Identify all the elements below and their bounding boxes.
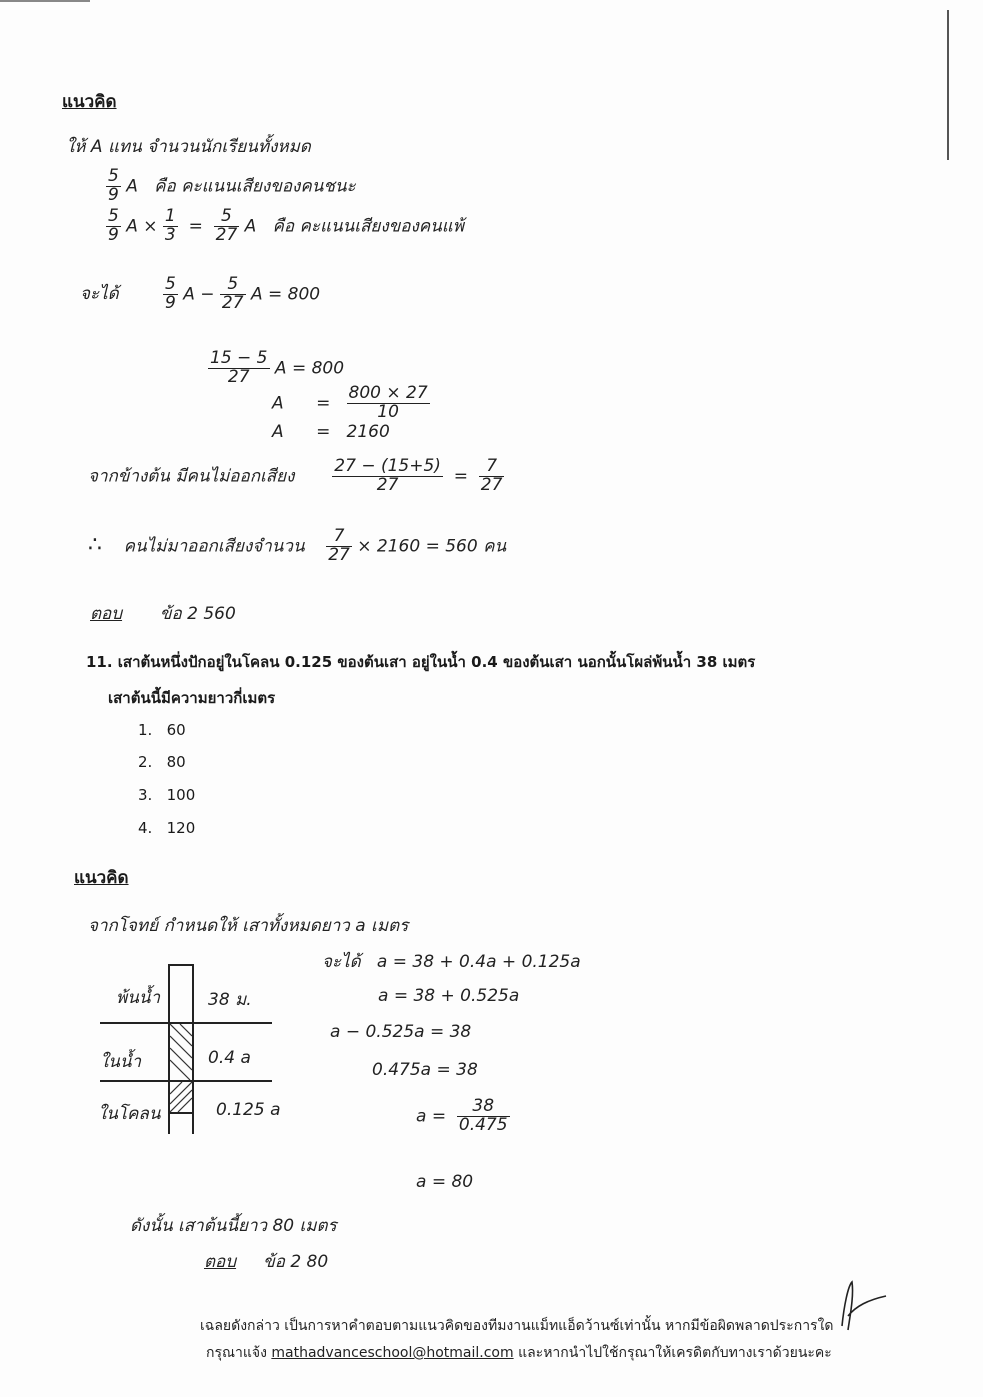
equation-1	[163, 276, 320, 313]
answer-value: ข้อ 2 560	[159, 604, 236, 624]
choice-number: 3.	[138, 786, 153, 804]
value-above-water: 38 ม.	[208, 990, 252, 1010]
therefore-symbol: ∴	[88, 532, 102, 558]
answer-2	[204, 1248, 328, 1275]
fraction: $\frac{800 \times 27}{10}$	[348, 383, 428, 422]
fraction: $\frac{5}{9}$	[108, 206, 119, 245]
choice-value: 80	[166, 753, 186, 771]
variable: A	[126, 176, 138, 197]
mud-hatch	[170, 1082, 192, 1112]
conclusion-text: คนไม่มาออกเสียงจำนวน	[123, 536, 305, 557]
fraction: $\frac{7}{27}$	[328, 526, 350, 565]
fraction: $\frac{15 - 5}{27}$	[210, 348, 268, 387]
step-6: a = 80	[416, 1172, 474, 1192]
answer-value: ข้อ 2 80	[263, 1252, 329, 1272]
question-11-line1: 11. เสาต้นหนึ่งปักอยู่ในโคลน 0.125 ของต้นเสา อยู่ในน้ำ 0.4 ของต้นเสา นอกนั้นโผล่พ้นน้ำ 38 เมตร	[86, 653, 756, 671]
lhs: A	[272, 422, 284, 442]
winner-line	[106, 168, 356, 205]
signature-mark	[834, 1276, 890, 1336]
equation-2	[208, 350, 344, 387]
footer-line1: เฉลยดังกล่าว เป็นการหาคำตอบตามแนวคิดของทีมงานแม็ทแอ็ดว้านซ์เท่านั้น หากมีข้อผิดพลาดประการใด	[200, 1318, 834, 1334]
choice-number: 2.	[138, 753, 153, 771]
get-label: จะได้	[80, 284, 119, 304]
fraction: $\frac{1}{3}$	[164, 206, 176, 245]
choice-2	[138, 753, 186, 771]
let-statement: ให้ A แทน จำนวนนักเรียนทั้งหมด	[66, 137, 311, 157]
email-link[interactable]: mathadvanceschool@hotmail.com	[271, 1345, 514, 1361]
get-label: จะได้	[322, 952, 361, 972]
fraction: $\frac{38}{0.475}$	[458, 1096, 508, 1135]
fraction: $\frac{5}{27}$	[221, 274, 244, 313]
footer-prefix: กรุณาแจ้ง	[206, 1345, 272, 1361]
conclusion-2: ดังนั้น เสาต้นนี้ยาว 80 เมตร	[130, 1216, 337, 1236]
pole-right-edge	[192, 964, 194, 1134]
abstain-line	[88, 458, 504, 495]
fraction: $\frac{5}{9}$	[165, 274, 176, 313]
step-2: a = 38 + 0.525a	[378, 986, 520, 1006]
loser-line	[106, 208, 464, 245]
multiply-text: A ×	[126, 216, 158, 237]
fraction: $\frac{5}{27}$	[215, 206, 238, 245]
answer-label: ตอบ	[90, 604, 123, 624]
step-5	[416, 1098, 510, 1135]
step-4: 0.475a = 38	[372, 1060, 478, 1080]
winner-text: คือ คะแนนเสียงของคนชนะ	[154, 176, 356, 197]
scan-edge-line	[947, 10, 949, 160]
question-11-line2: เสาต้นนี้มีความยาวกี่เมตร	[108, 689, 276, 707]
lhs: A	[272, 393, 284, 414]
choice-4	[138, 819, 195, 837]
fraction: $\frac{27 - (15+5)}{27}$	[334, 456, 441, 495]
label-in-mud: ในโคลน	[98, 1104, 161, 1124]
choice-number: 1.	[138, 721, 153, 739]
equals: =	[316, 422, 331, 442]
value-in-water: 0.4 a	[208, 1048, 251, 1068]
choice-value: 100	[166, 786, 196, 804]
abstain-text: จากข้างต้น มีคนไม่ออกเสียง	[88, 466, 295, 487]
choice-value: 120	[166, 819, 196, 837]
rhs: A = 800	[274, 358, 345, 379]
section2-heading: แนวคิด	[74, 868, 129, 888]
conclusion-result: × 2160 = 560 คน	[357, 536, 507, 557]
label-in-water: ในน้ำ	[100, 1052, 142, 1072]
operator: A −	[183, 284, 215, 305]
intro-line: จากโจทย์ กำหนดให้ เสาทั้งหมดยาว a เมตร	[88, 916, 409, 936]
answer-label: ตอบ	[204, 1252, 237, 1272]
equals: =	[188, 216, 203, 237]
fraction: $\frac{5}{9}$	[108, 166, 119, 205]
conclusion-line	[88, 528, 506, 565]
step-equation: a = 38 + 0.4a + 0.125a	[376, 952, 581, 972]
fraction: $\frac{7}{27}$	[480, 456, 503, 495]
footer-suffix: และหากนำไปใช้กรุณาให้เครดิตกับทางเราด้วยนะคะ	[513, 1345, 832, 1361]
label-above-water: พ้นน้ำ	[116, 988, 160, 1008]
variable: A	[244, 216, 257, 237]
pole-bottom	[168, 1112, 194, 1114]
answer-1	[90, 600, 236, 627]
equals: =	[453, 466, 468, 487]
loser-text: คือ คะแนนเสียงของคนแพ้	[272, 216, 464, 237]
choice-3	[138, 786, 195, 804]
water-hatch	[170, 1024, 192, 1080]
pole-top	[168, 964, 194, 966]
section1-heading: แนวคิด	[62, 92, 117, 112]
footer-line2	[206, 1342, 832, 1364]
equals: =	[316, 393, 331, 414]
scan-top-mark	[0, 0, 90, 2]
step-3: a − 0.525a = 38	[330, 1022, 472, 1042]
rhs: 2160	[346, 422, 390, 442]
rhs: A = 800	[250, 284, 321, 305]
step-1	[322, 948, 581, 975]
lhs: a =	[416, 1106, 447, 1127]
choice-1	[138, 721, 186, 739]
equation-4	[272, 422, 390, 442]
choice-value: 60	[166, 721, 186, 739]
choice-number: 4.	[138, 819, 153, 837]
value-in-mud: 0.125 a	[216, 1100, 281, 1120]
equation-3	[272, 385, 430, 422]
